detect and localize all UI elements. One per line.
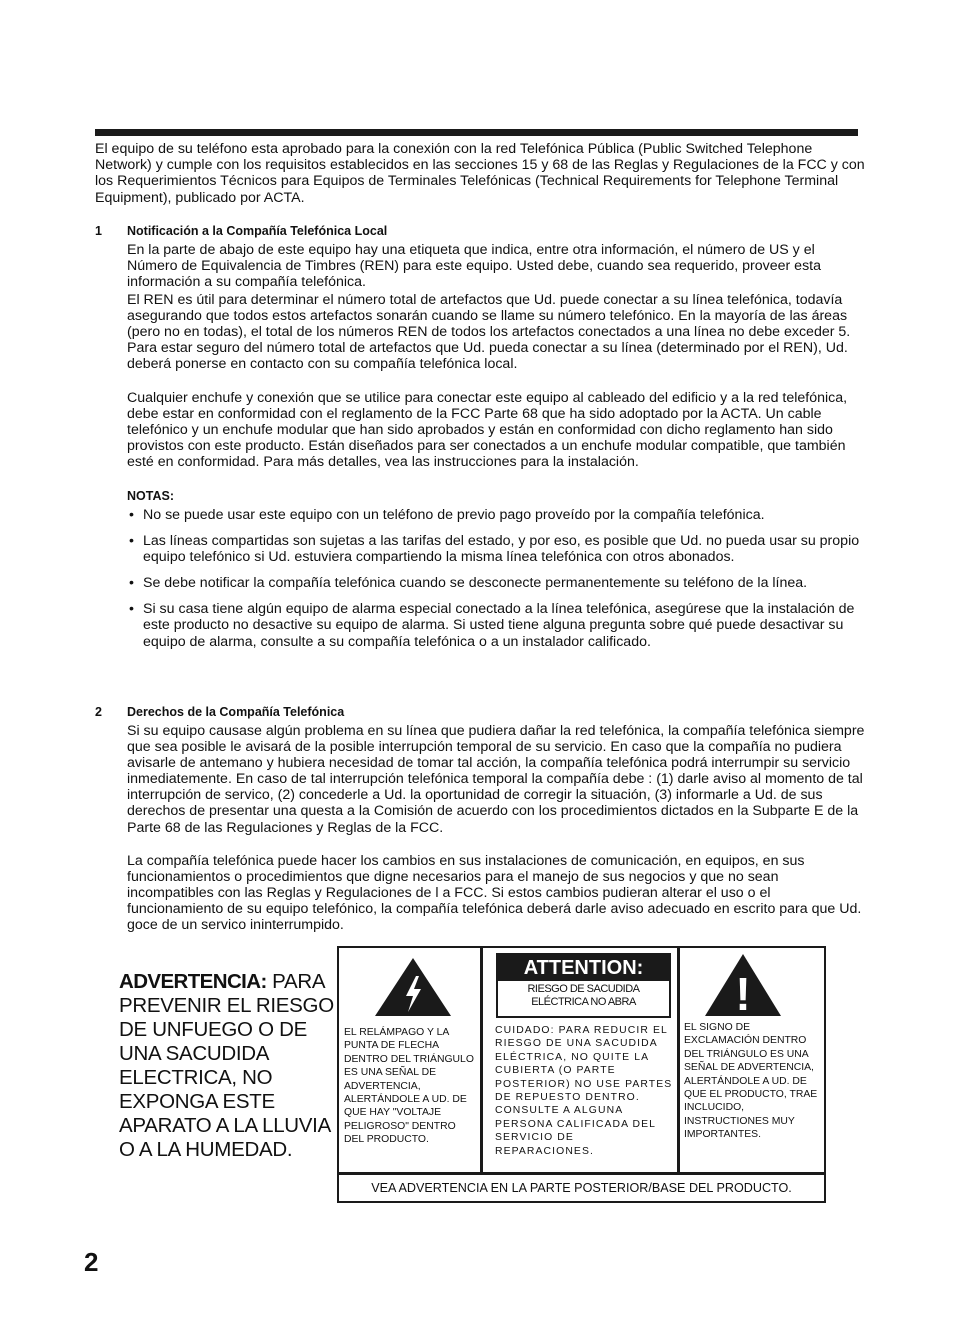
- note-text: No se puede usar este equipo con un teléfono de previo pago proveído por la compañía telefónica.: [143, 507, 765, 523]
- list-item: [127, 575, 865, 591]
- list-item: [127, 507, 865, 523]
- section-1-paragraph-3: Cualquier enchufe y conexión que se utilice para conectar este equipo al cableado del edificio y a la red telefónica, debe estar en conformidad con el reglamento de la FCC Parte 68 que ha sido adoptado por la ACTA. Un cable telefónico y un enchufe modular que han sido aprobados y están en conformidad con dicho reglamento han sido provistos con este producto. Están diseñados para ser conectados a un enchufe modular compatible, que también esté en conformidad. Para más detalles, vea las instrucciones para la instalación.: [127, 390, 848, 471]
- note-text: Se debe notificar la compañía telefónica cuando se desconecte permanentemente su teléfono de la línea.: [143, 575, 808, 592]
- section-1-number: 1: [95, 224, 102, 238]
- exclamation-explanation: EL SIGNO DE EXCLAMACIÓN DENTRO DEL TRIÁNGULO ES UNA SEÑAL DE ADVERTENCIA, ALERTÁNDOLE A UD. DE QUE EL PRODUCTO, TRAE INCLUCIDO, INSTRUCTIONES MUY IMPORTANTES.: [684, 1022, 818, 1141]
- warning-label: ADVERTENCIA:: [119, 970, 267, 993]
- top-rule: [95, 129, 858, 136]
- attention-title: ATTENTION:: [498, 955, 669, 981]
- attention-subtitle: RIESGO DE SACUDIDA ELÉCTRICA NO ABRA: [527, 983, 640, 1008]
- attention-label: [496, 953, 671, 1018]
- section-1-paragraph-1: En la parte de abajo de este equipo hay una etiqueta que indica, entre otra información, el número de US y el Número de Equivalencia de Timbres (REN) para este equipo. Usted debe, cuando sea requerido, proveer esta información a su compañía telefónica.: [127, 242, 822, 291]
- bullet-mark: •: [129, 533, 134, 550]
- notes-list: [127, 507, 865, 659]
- exclamation-warning-icon: [703, 952, 783, 1018]
- lightning-explanation: EL RELÁMPAGO Y LA PUNTA DE FLECHA DENTRO DEL TRIÁNGULO ES UNA SEÑAL DE ADVERTENCIA, ALERTÁNDOLE A UD. DE QUE HAY "VOLTAJE PELIGROSO" DENTRO DEL PRODUCTO.: [344, 1027, 474, 1146]
- column-divider: [480, 948, 483, 1174]
- intro-paragraph: El equipo de su teléfono esta aprobado para la conexión con la red Telefónica Pública (Public Switched Telephone Network) y cumple con los requisitos establecidos en las secciones 15 y 68 de las Reglas y Regulaciones de la FCC y con los Requerimientos Técnicos para Equipos de Terminales Telefónicas (Technical Requirements for Telephone Terminal Equipment), publicado por ACTA.: [95, 141, 865, 206]
- warning-text: PARA PREVENIR EL RIESGO DE UNFUEGO O DE UNA SACUDIDA ELECTRICA, NO EXPONGA ESTE APARATO A LA LLUVIA O A LA HUMEDAD.: [119, 970, 334, 1161]
- bullet-mark: •: [129, 575, 134, 592]
- section-2-title: Derechos de la Compañía Telefónica: [127, 705, 345, 719]
- section-2-number: 2: [95, 705, 102, 719]
- note-text: Si su casa tiene algún equipo de alarma especial conectado a la línea telefónica, asegúrese que la instalación de este producto no desactive su equipo de alarma. Si usted tiene alguna pregunta sobre qué puede desactivar su equipo de alarma, consulte a su compañía telefónica o a un instalador calificado.: [143, 601, 855, 650]
- column-divider: [677, 948, 680, 1174]
- exclamation-mark: !: [735, 968, 751, 1018]
- product-warning-footer: VEA ADVERTENCIA EN LA PARTE POSTERIOR/BASE DEL PRODUCTO.: [371, 1181, 792, 1195]
- section-2-paragraph-2: La compañía telefónica puede hacer los cambios en sus instalaciones de comunicación, en equipos, en sus funcionamientos o procedimientos que digne necesarios para el manejo de sus negocios y que no sean incompatibles con las Reglas y Regulaciones de l a FCC. Si estos cambios pudieran alterar el uso o el funcionamiento de su equipo telefónico, la compañía telefónica deberá darle aviso adecuado en escrito para que Ud. goce de un servico ininterrumpido.: [127, 853, 862, 934]
- bullet-mark: •: [129, 507, 134, 523]
- caution-text: CUIDADO: PARA REDUCIR EL RIESGO DE UNA SACUDIDA ELÉCTRICA, NO QUITE LA CUBIERTA (O PARTE POSTERIOR) NO USE PARTES DE REPUESTO DENTRO. CONSULTE A ALGUNA PERSONA CALIFICADA DEL SERVICIO DE REPARACIONES.: [495, 1025, 673, 1157]
- note-text: Las líneas compartidas son sujetas a las tarifas del estado, y por eso, es posible que Ud. no pueda usar su propio equipo telefónico si Ud. estuviera compartiendo la misma línea telefónica con otros abonados.: [143, 533, 860, 566]
- section-1-paragraph-2: El REN es útil para determinar el número total de artefactos que Ud. puede conectar a su línea telefónica, todavía asegurando que todos estos artefactos sonarán cuando se llame su número telefónico. En la mayoría de las áreas (pero no en todas), el total de los números REN de todos los artefactos conectados a una línea no debe exceder 5. Para estar seguro del número total de artefactos que Ud. pueda conectar a su línea (determinado por el REN), Ud. deberá ponerse en contacto con su compañía telefónica local.: [127, 292, 851, 373]
- bullet-mark: •: [129, 601, 134, 618]
- page-number: 2: [84, 1247, 99, 1277]
- list-item: [127, 601, 865, 649]
- notes-label: NOTAS:: [127, 489, 174, 503]
- safety-symbol-box: [337, 946, 826, 1203]
- fire-shock-warning: [119, 970, 334, 1162]
- list-item: [127, 533, 865, 565]
- section-1-title: Notificación a la Compañía Telefónica Local: [127, 224, 388, 238]
- section-2-paragraph-1: Si su equipo causase algún problema en su línea que pudiera dañar la red telefónica, la compañía telefónica siempre que sea posible le avisará de la posible interrupción temporal de su servicio. En caso que la compañía no pudiera avisarle de antemano y hubiera necesidad de tomar tal acción, la compañía telefónica podrá interrumpir su servicio inmediatemente. En caso de tal interrupción telefónica temporal la compañía debe : (1) darle aviso al momento de tal interrupción de servico, (2) concederle a Ud. la oportunidad de corregir la situación, (3) informarle a Ud. de sus derechos de presentar una questa a la Comisión de acuerdo con los procedimientos dictados en la Subparte E de la Parte 68 de las Regulaciones y Reglas de la FCC.: [127, 723, 865, 836]
- lightning-warning-icon: [373, 956, 453, 1018]
